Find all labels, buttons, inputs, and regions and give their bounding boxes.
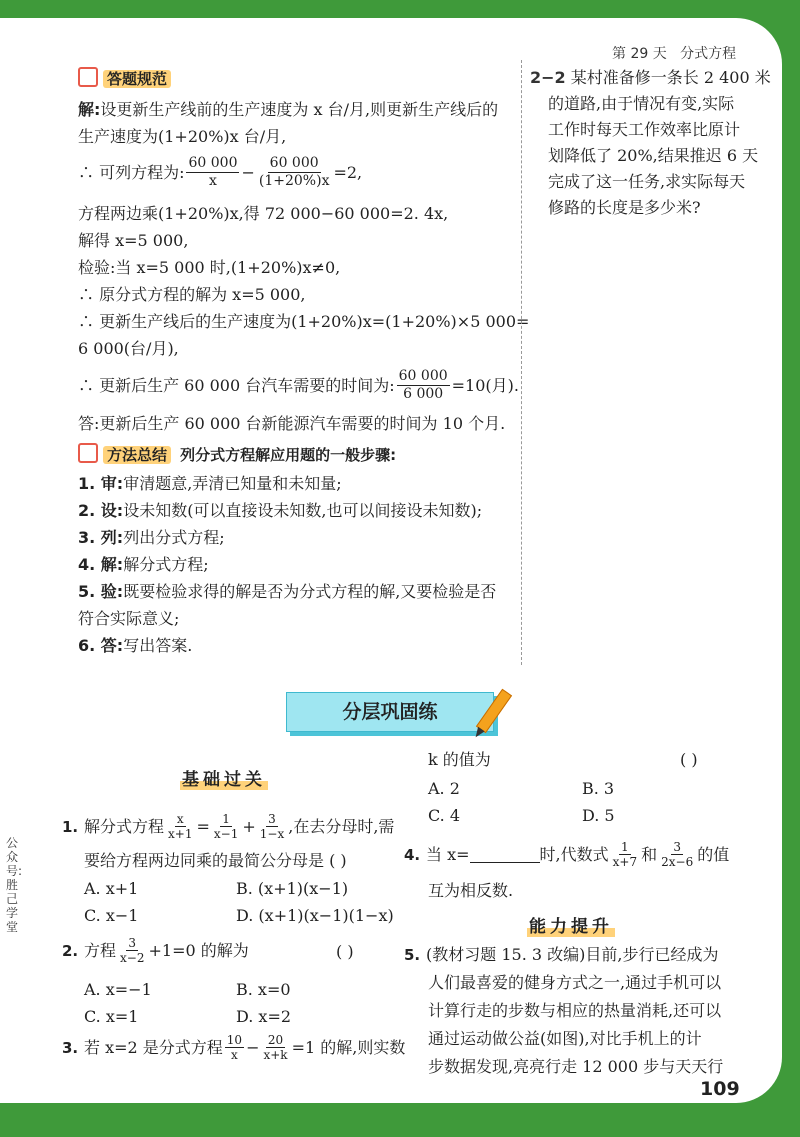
question-3: [62, 1033, 405, 1062]
step-6-key: 6. 答:: [78, 636, 124, 655]
question-3-number: 3.: [62, 1038, 79, 1057]
q1-plus: +: [242, 816, 256, 836]
q1-fraction-3: [258, 812, 286, 841]
question-5-line-4: 通过运动做公益(如图),对比手机上的计: [428, 1029, 702, 1048]
answer-line-9: 6 000(台/月),: [78, 339, 179, 358]
step-3-key: 3. 列:: [78, 528, 124, 547]
question-4-prefix: 当 x=: [426, 844, 470, 864]
q4-fraction-1: [611, 840, 639, 869]
question-3-answer-paren: ( ): [680, 750, 698, 769]
header-day: 第 29 天: [612, 46, 667, 62]
q2-option-c[interactable]: C. x=1: [84, 1007, 139, 1026]
step-3-text: 列出分式方程;: [123, 528, 225, 547]
question-4-line-2: 互为相反数.: [428, 881, 514, 900]
q1-f1-den: x+1: [168, 827, 193, 841]
q1-option-c[interactable]: C. x−1: [84, 906, 139, 925]
question-1-prefix: 解分式方程: [84, 816, 165, 836]
question-3-prefix: 若 x=2 是分式方程: [84, 1037, 223, 1057]
page-number: 109: [700, 1078, 740, 1100]
problem-2-2-text-1: 某村准备修一条长 2 400 米: [570, 68, 771, 87]
method-step-3: [78, 528, 225, 548]
q1-f1-num: x: [176, 812, 184, 826]
q3-f1-den: x: [231, 1048, 238, 1062]
question-5-line-5: 步数据发现,亮亮行走 12 000 步与天天行: [428, 1057, 724, 1076]
answer-label: 解:: [78, 100, 101, 119]
q1-option-b[interactable]: B. (x+1)(x−1): [236, 879, 349, 898]
header-topic: 分式方程: [680, 46, 737, 62]
problem-2-2-line-4: 划降低了 20%,结果推迟 6 天: [548, 146, 759, 165]
q2-option-d[interactable]: D. x=2: [236, 1007, 292, 1026]
problem-2-2-line-5: 完成了这一任务,求实际每天: [548, 172, 746, 191]
q3-f1-num: 10: [226, 1033, 243, 1047]
problem-2-2-line-1: [530, 68, 771, 88]
q3-option-b[interactable]: B. 3: [582, 779, 615, 798]
fraction-1-den: x: [209, 173, 217, 189]
method-tag: 方法总结: [103, 446, 171, 464]
question-2-number: 2.: [62, 941, 79, 960]
q1-option-d[interactable]: D. (x+1)(x−1)(1−x): [236, 906, 394, 925]
answer-line-1: [78, 100, 498, 120]
question-2: [62, 936, 249, 965]
section-banner: 分层巩固练: [286, 692, 494, 732]
q3-fraction-1: [225, 1033, 244, 1062]
question-2-prefix: 方程: [84, 940, 117, 960]
q1-equals: =: [196, 816, 210, 836]
answer-blank[interactable]: [470, 846, 540, 863]
answer-line-11: 答:更新后生产 60 000 台新能源汽车需要的时间为 10 个月.: [78, 414, 506, 433]
method-tag-row: [78, 443, 396, 465]
question-5-line-2: 人们最喜爱的健身方式之一,通过手机可以: [428, 973, 722, 992]
step-1-key: 1. 审:: [78, 474, 124, 493]
line-10-suffix: =10(月).: [451, 375, 519, 395]
method-step-6: [78, 636, 192, 656]
question-5-line-1: [404, 945, 718, 965]
answer-line-5: 解得 x=5 000,: [78, 231, 189, 250]
lightbulb-icon: [78, 443, 98, 463]
line-10-prefix: ∴ 更新后生产 60 000 台汽车需要的时间为:: [78, 375, 395, 395]
method-step-5: [78, 582, 496, 602]
fraction-1: [186, 155, 239, 190]
method-step-4: [78, 555, 209, 575]
question-4-number: 4.: [404, 845, 421, 864]
answer-line-2: 生产速度为(1+20%)x 台/月,: [78, 127, 287, 146]
q2-option-a[interactable]: A. x=−1: [84, 980, 152, 999]
q2-option-b[interactable]: B. x=0: [236, 980, 291, 999]
equation-prefix: ∴ 可列方程为:: [78, 162, 185, 182]
step-1-text: 审清题意,弄清已知量和未知量;: [123, 474, 342, 493]
q2-f-num: 3: [128, 936, 137, 950]
column-divider: [521, 60, 522, 665]
notepad-icon: [78, 67, 98, 87]
method-step-1: [78, 474, 342, 494]
problem-2-2-line-3: 工作时每天工作效率比原计: [548, 120, 741, 139]
answer-equation: [78, 155, 362, 190]
answer-tag: 答题规范: [103, 70, 171, 88]
q1-fraction-1: [166, 812, 194, 841]
question-4: [404, 840, 729, 869]
fraction-1-num: 60 000: [188, 155, 238, 171]
fraction-2-den: (1+20%)x: [258, 173, 330, 189]
step-6-text: 写出答案.: [123, 636, 193, 655]
q2-f-den: x−2: [120, 951, 145, 965]
question-2-answer-paren: ( ): [336, 942, 354, 961]
basic-heading: [180, 765, 268, 790]
q3-option-d[interactable]: D. 5: [582, 806, 615, 825]
q2-fraction: [118, 936, 146, 965]
answer-line-7: ∴ 原分式方程的解为 x=5 000,: [78, 285, 306, 304]
ability-heading-text: 能力提升: [529, 917, 613, 937]
q4-f1-num: 1: [621, 840, 629, 854]
step-4-key: 4. 解:: [78, 555, 124, 574]
question-1-suffix: ,在去分母时,需: [288, 816, 395, 836]
basic-heading-text: 基础过关: [182, 770, 266, 790]
q1-option-a[interactable]: A. x+1: [84, 879, 139, 898]
equation-suffix: =2,: [333, 162, 363, 182]
q1-f3-num: 3: [268, 812, 276, 826]
q1-f2-den: x−1: [213, 827, 239, 841]
step-2-text: 设未知数(可以直接设未知数,也可以间接设未知数);: [123, 501, 483, 520]
problem-2-2-line-2: 的道路,由于情况有变,实际: [548, 94, 735, 113]
question-1-number: 1.: [62, 817, 79, 836]
q1-f2-num: 1: [222, 812, 230, 826]
fraction-3-den: 6 000: [403, 386, 444, 402]
question-1: [62, 812, 394, 841]
step-5-text: 既要检验求得的解是否为分式方程的解,又要检验是否: [123, 582, 497, 601]
q3-minus: −: [246, 1037, 260, 1057]
question-4-middle: 时,代数式: [539, 844, 609, 864]
q3-fraction-2: [261, 1033, 289, 1062]
answer-line-6: 检验:当 x=5 000 时,(1+20%)x≠0,: [78, 258, 341, 277]
q1-fraction-2: [212, 812, 240, 841]
q4-f2-num: 3: [673, 840, 681, 854]
question-5-line-3: 计算行走的步数与相应的热量消耗,还可以: [428, 1001, 722, 1020]
method-step-2: [78, 501, 482, 521]
question-5-text-1: (教材习题 15. 3 改编)目前,步行已经成为: [426, 945, 719, 964]
question-4-suffix: 的值: [697, 844, 730, 864]
answer-line-4: 方程两边乘(1+20%)x,得 72 000−60 000=2. 4x,: [78, 204, 449, 223]
q3-option-c[interactable]: C. 4: [428, 806, 461, 825]
ability-heading: [527, 912, 615, 937]
minus-sign: −: [241, 162, 255, 182]
method-step-5b: 符合实际意义;: [78, 609, 180, 628]
answer-tag-row: [78, 67, 171, 89]
answer-line-8: ∴ 更新生产线后的生产速度为(1+20%)x=(1+20%)×5 000=: [78, 312, 530, 331]
q4-fraction-2: [659, 840, 695, 869]
fraction-2: [257, 155, 332, 190]
step-2-key: 2. 设:: [78, 501, 124, 520]
answer-line-10: [78, 368, 519, 403]
fraction-2-num: 60 000: [269, 155, 319, 171]
q3-option-a[interactable]: A. 2: [428, 779, 460, 798]
q4-f1-den: x+7: [612, 855, 638, 869]
fraction-3: [397, 368, 450, 403]
method-title: 列分式方程解应用题的一般步骤:: [180, 446, 397, 464]
q4-and: 和: [641, 844, 658, 864]
q1-f3-den: 1−x: [259, 827, 285, 841]
q4-f2-den: 2x−6: [661, 855, 694, 869]
q3-f2-den: x+k: [263, 1048, 288, 1062]
question-3-continued: k 的值为: [428, 750, 491, 769]
step-5-key: 5. 验:: [78, 582, 124, 601]
problem-2-2-number: 2−2: [530, 68, 566, 87]
fraction-3-num: 60 000: [398, 368, 448, 384]
q3-f2-num: 20: [267, 1033, 284, 1047]
question-1-line-2: 要给方程两边同乘的最简公分母是 ( ): [84, 851, 347, 870]
answer-text-1: 设更新生产线前的生产速度为 x 台/月,则更新生产线后的: [100, 100, 499, 119]
problem-2-2-line-6: 修路的长度是多少米?: [548, 198, 701, 217]
side-watermark-text: 公众号:胜己学堂: [6, 836, 23, 934]
step-4-text: 解分式方程;: [123, 555, 209, 574]
question-2-suffix: +1=0 的解为: [148, 940, 249, 960]
question-5-number: 5.: [404, 946, 421, 964]
running-header: [612, 43, 736, 63]
question-3-suffix: =1 的解,则实数: [291, 1037, 406, 1057]
